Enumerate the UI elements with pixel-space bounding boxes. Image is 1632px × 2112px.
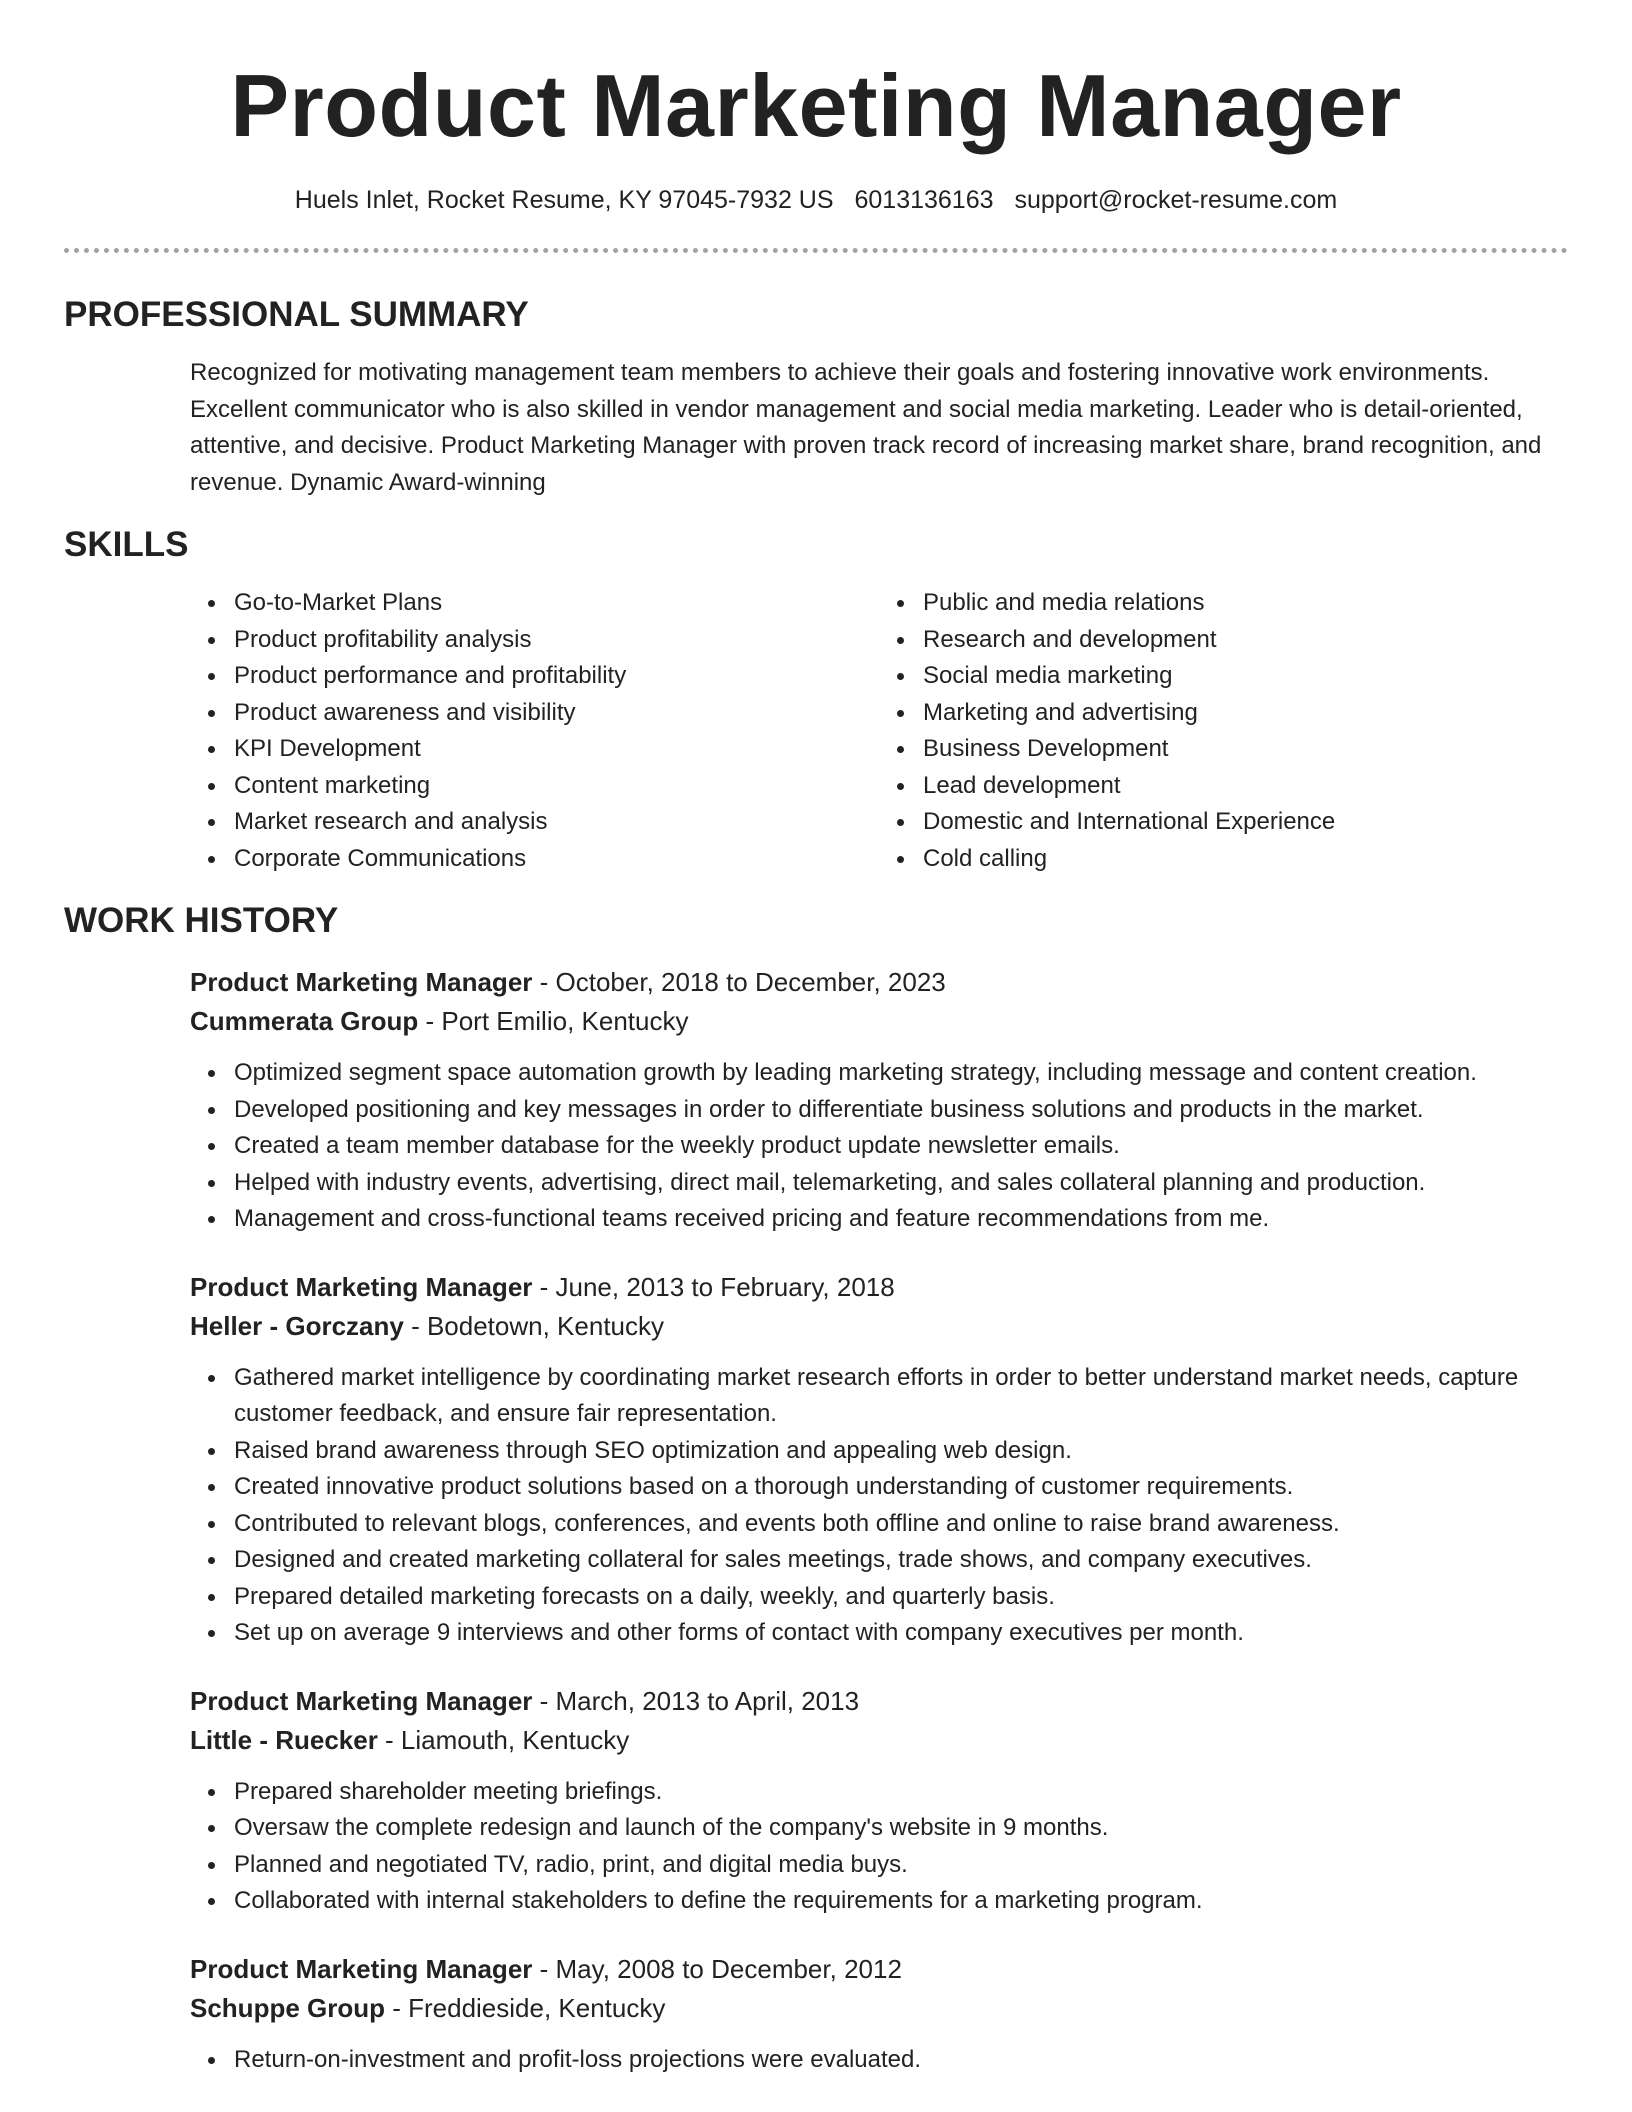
job-dates: - March, 2013 to April, 2013 xyxy=(532,1685,860,1716)
job-bullet: Developed positioning and key messages in order to differentiate business solutions and products in the market. xyxy=(234,1092,1568,1129)
skill-item: Product profitability analysis xyxy=(234,622,879,659)
header-divider xyxy=(64,248,1568,253)
skill-item: Lead development xyxy=(923,768,1568,805)
job-bullet: Prepared detailed marketing forecasts on a daily, weekly, and quarterly basis. xyxy=(234,1579,1568,1616)
job-bullets xyxy=(190,1774,1568,1920)
skills-columns xyxy=(64,585,1568,877)
skill-item: Marketing and advertising xyxy=(923,695,1568,732)
contact-phone: 6013136163 xyxy=(854,186,994,214)
job-entry xyxy=(64,1682,1568,1920)
job-bullet: Oversaw the complete redesign and launch of the company's website in 9 months. xyxy=(234,1810,1568,1847)
skills-section xyxy=(64,523,1568,877)
job-bullet: Return-on-investment and profit-loss projections were evaluated. xyxy=(234,2042,1568,2079)
skill-item: Product performance and profitability xyxy=(234,658,879,695)
resume-header xyxy=(64,0,1568,253)
summary-section xyxy=(64,293,1568,501)
job-bullets xyxy=(190,2042,1568,2079)
skills-list-left xyxy=(190,585,879,877)
job-role: Product Marketing Manager xyxy=(190,1953,533,1984)
job-bullet: Prepared shareholder meeting briefings. xyxy=(234,1774,1568,1811)
job-dates: - May, 2008 to December, 2012 xyxy=(532,1953,902,1984)
job-bullet: Optimized segment space automation growth by leading marketing strategy, including message and content creation. xyxy=(234,1055,1568,1092)
job-role-line xyxy=(190,1682,1568,1721)
skills-list-right xyxy=(879,585,1568,877)
contact-address: Huels Inlet, Rocket Resume, KY 97045-7932 US xyxy=(294,186,834,214)
job-bullet: Created a team member database for the weekly product update newsletter emails. xyxy=(234,1128,1568,1165)
job-company-line xyxy=(190,1307,1568,1346)
job-bullet: Management and cross-functional teams received pricing and feature recommendations from me. xyxy=(234,1201,1568,1238)
job-location: - Bodetown, Kentucky xyxy=(403,1310,664,1341)
summary-text: Recognized for motivating management team members to achieve their goals and fostering innovative work environments. Excellent communicator who is also skilled in vendor management and social media marketing. Leader who is detail-oriented, attentive, and decisive. Product Marketing Manager with proven track record of increasing market share, brand recognition, and revenue. Dynamic Award-winning xyxy=(190,359,1542,496)
job-entry xyxy=(64,1268,1568,1652)
job-company-line xyxy=(190,1002,1568,1041)
job-location: - Liamouth, Kentucky xyxy=(377,1724,630,1755)
job-company-line xyxy=(190,1721,1568,1760)
job-role: Product Marketing Manager xyxy=(190,1271,533,1302)
job-bullets xyxy=(190,1360,1568,1652)
job-entry xyxy=(64,963,1568,1238)
skill-item: Product awareness and visibility xyxy=(234,695,879,732)
skill-item: Content marketing xyxy=(234,768,879,805)
contact-email: support@rocket-resume.com xyxy=(1014,186,1338,214)
skill-item: Social media marketing xyxy=(923,658,1568,695)
job-bullet: Set up on average 9 interviews and other forms of contact with company executives per month. xyxy=(234,1615,1568,1652)
candidate-name: Product Marketing Manager xyxy=(230,56,1402,155)
work-history-title: WORK HISTORY xyxy=(64,901,339,940)
job-location: - Freddieside, Kentucky xyxy=(385,1992,666,2023)
job-role: Product Marketing Manager xyxy=(190,967,533,997)
job-bullets xyxy=(190,1055,1568,1238)
skill-item: Cold calling xyxy=(923,841,1568,878)
job-role: Product Marketing Manager xyxy=(190,1685,533,1716)
contact-line xyxy=(64,184,1568,216)
job-role-line xyxy=(190,1268,1568,1307)
skills-title: SKILLS xyxy=(64,525,189,564)
job-bullet: Gathered market intelligence by coordinating market research efforts in order to better understand market needs, capture customer feedback, and ensure fair representation. xyxy=(234,1360,1568,1433)
job-bullet: Raised brand awareness through SEO optimization and appealing web design. xyxy=(234,1433,1568,1470)
job-dates: - June, 2013 to February, 2018 xyxy=(532,1271,895,1302)
job-company-line xyxy=(190,1989,1568,2028)
skill-item: Business Development xyxy=(923,731,1568,768)
job-bullet: Contributed to relevant blogs, conferences, and events both offline and online to raise brand awareness. xyxy=(234,1506,1568,1543)
skill-item: Corporate Communications xyxy=(234,841,879,878)
job-role-line xyxy=(190,963,1568,1002)
job-company: Cummerata Group xyxy=(190,1006,419,1036)
job-bullet: Designed and created marketing collateral for sales meetings, trade shows, and company executives. xyxy=(234,1542,1568,1579)
job-bullet: Collaborated with internal stakeholders to define the requirements for a marketing program. xyxy=(234,1883,1568,1920)
skill-item: Public and media relations xyxy=(923,585,1568,622)
skill-item: KPI Development xyxy=(234,731,879,768)
job-entry xyxy=(64,1950,1568,2079)
job-dates: - October, 2018 to December, 2023 xyxy=(532,967,946,997)
job-company: Little - Ruecker xyxy=(190,1724,378,1755)
job-company: Heller - Gorczany xyxy=(190,1310,404,1341)
job-role-line xyxy=(190,1950,1568,1989)
skill-item: Research and development xyxy=(923,622,1568,659)
skill-item: Market research and analysis xyxy=(234,804,879,841)
skill-item: Domestic and International Experience xyxy=(923,804,1568,841)
job-bullet: Helped with industry events, advertising, direct mail, telemarketing, and sales collateral planning and production. xyxy=(234,1165,1568,1202)
skill-item: Go-to-Market Plans xyxy=(234,585,879,622)
summary-title: PROFESSIONAL SUMMARY xyxy=(64,295,529,334)
job-location: - Port Emilio, Kentucky xyxy=(418,1006,689,1036)
job-bullet: Planned and negotiated TV, radio, print, and digital media buys. xyxy=(234,1847,1568,1884)
job-bullet: Created innovative product solutions based on a thorough understanding of customer requirements. xyxy=(234,1469,1568,1506)
work-history-section xyxy=(64,899,1568,2078)
job-company: Schuppe Group xyxy=(190,1992,385,2023)
